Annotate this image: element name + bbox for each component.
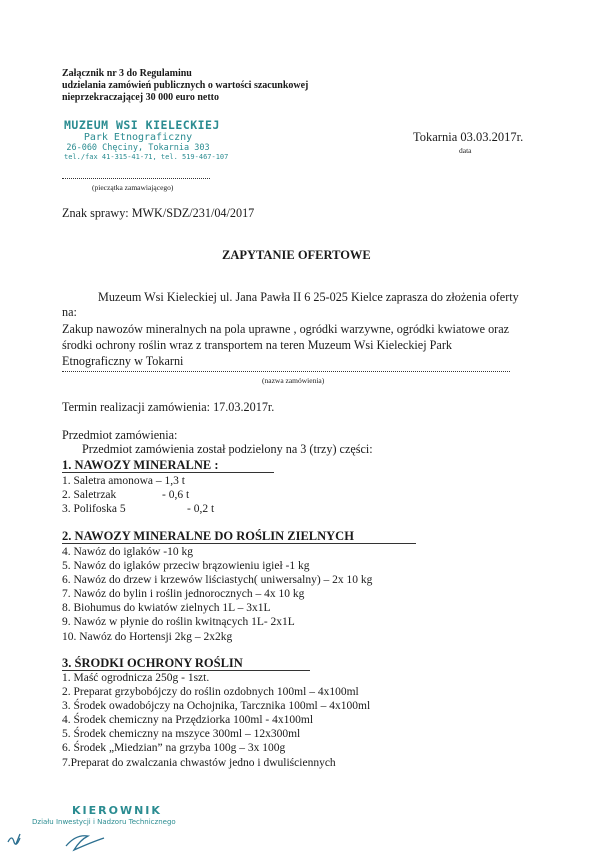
- list-item: 2. Preparat grzybobójczy do roślin ozdobnych 100ml – 4x100ml: [62, 686, 359, 699]
- list-item: 5. Środek chemiczny na mszyce 300ml – 12x300ml: [62, 728, 301, 741]
- list-item: 4. Nawóz do iglaków -10 kg: [62, 546, 193, 558]
- intro-line-1: Muzeum Wsi Kieleckiej ul. Jana Pawła II 6 25-025 Kielce zaprasza do złożenia oferty: [98, 290, 519, 304]
- list-item: 4. Środek chemiczny na Przędziorka 100ml - 4x100ml: [62, 714, 314, 727]
- list-item: 2. Saletrzak - 0,6 t: [62, 489, 190, 502]
- section-2-list: [62, 545, 372, 644]
- list-item: 8. Biohumus do kwiatów zielnych 1L – 3x1L: [62, 602, 271, 615]
- list-item: 6. Środek „Miedzian” na grzyba 100g – 3x 100g: [62, 742, 286, 755]
- footer-stamp-dept: Działu Inwestycji i Nadzoru Technicznego: [32, 818, 176, 826]
- list-item: 5. Nawóz do iglaków przeciw brązowieniu igieł -1 kg: [62, 560, 310, 573]
- subject-line-1: Zakup nawozów mineralnych na pola uprawne , ogródki warzywne, ogródki kwiatowe oraz: [62, 322, 510, 336]
- order-name-caption: (nazwa zamówienia): [262, 376, 325, 385]
- section-3-list: [62, 671, 370, 770]
- footer-stamp-title: KIEROWNIK: [72, 804, 162, 817]
- section-1-rule: [62, 472, 274, 473]
- attachment-line-3: nieprzekraczającej 30 000 euro netto: [62, 92, 219, 103]
- document-title: ZAPYTANIE OFERTOWE: [222, 248, 371, 262]
- list-item: 6. Nawóz do drzew i krzewów liściastych( uniwersalny) – 2x 10 kg: [62, 574, 373, 587]
- museum-stamp: [64, 118, 229, 161]
- list-item: 7.Preparat do zwalczania chwastów jedno i dwuliściennych: [62, 756, 336, 769]
- attachment-line-1: Załącznik nr 3 do Regulaminu: [62, 68, 192, 79]
- list-item: 1. Saletra amonowa – 1,3 t: [62, 475, 185, 487]
- stamp-phones: tel./fax 41-315-41-71, tel. 519-467-107: [64, 153, 229, 161]
- case-number: Znak sprawy: MWK/SDZ/231/04/2017: [62, 206, 255, 220]
- stamp-park-name: Park Etnograficzny: [83, 132, 193, 143]
- section-3-title: 3. ŚRODKI OCHRONY ROŚLIN: [62, 656, 243, 670]
- attachment-line-2: udzielania zamówień publicznych o wartości szacunkowej: [62, 80, 309, 91]
- stamp-caption: (pieczątka zamawiającego): [92, 183, 174, 192]
- stamp-address: 26-060 Chęciny, Tokarnia 303: [66, 143, 210, 153]
- subject-heading: Przedmiot zamówienia:: [62, 428, 178, 442]
- date-caption: data: [459, 146, 472, 155]
- section-1-list: [62, 474, 214, 516]
- stamp-dotted-line: [62, 172, 210, 179]
- list-item: 3. Polifoska 5 - 0,2 t: [62, 503, 215, 516]
- list-item: 3. Środek owadobójczy na Ochojnika, Tarcznika 100ml – 4x100ml: [62, 700, 371, 713]
- deadline: Termin realizacji zamówienia: 17.03.2017r.: [62, 400, 275, 414]
- stamp-museum-name: MUZEUM WSI KIELECKIEJ: [64, 118, 220, 132]
- signature-scribble: [4, 826, 154, 852]
- section-1-title: 1. NAWOZY MINERALNE :: [62, 458, 219, 472]
- place-date: Tokarnia 03.03.2017r.: [413, 130, 524, 144]
- list-item: 10. Nawóz do Hortensji 2kg – 2x2kg: [62, 630, 233, 643]
- intro-line-2: na:: [62, 305, 77, 319]
- subject-line-3: Etnograficzny w Tokarni: [62, 354, 184, 368]
- list-item: 9. Nawóz w płynie do roślin kwitnących 1L- 2x1L: [62, 616, 295, 629]
- list-item: 1. Maść ogrodnicza 250g - 1szt.: [62, 672, 210, 684]
- list-item: 7. Nawóz do bylin i roślin jednorocznych – 4x 10 kg: [62, 588, 305, 601]
- section-2-rule: [62, 543, 416, 544]
- subject-line-2: środki ochrony roślin wraz z transportem na teren Muzeum Wsi Kieleckiej Park: [62, 338, 452, 352]
- order-name-dotted-line: [62, 364, 510, 372]
- section-2-title: 2. NAWOZY MINERALNE DO ROŚLIN ZIELNYCH: [62, 529, 354, 543]
- subject-split: Przedmiot zamówienia został podzielony na 3 (trzy) części:: [82, 442, 373, 456]
